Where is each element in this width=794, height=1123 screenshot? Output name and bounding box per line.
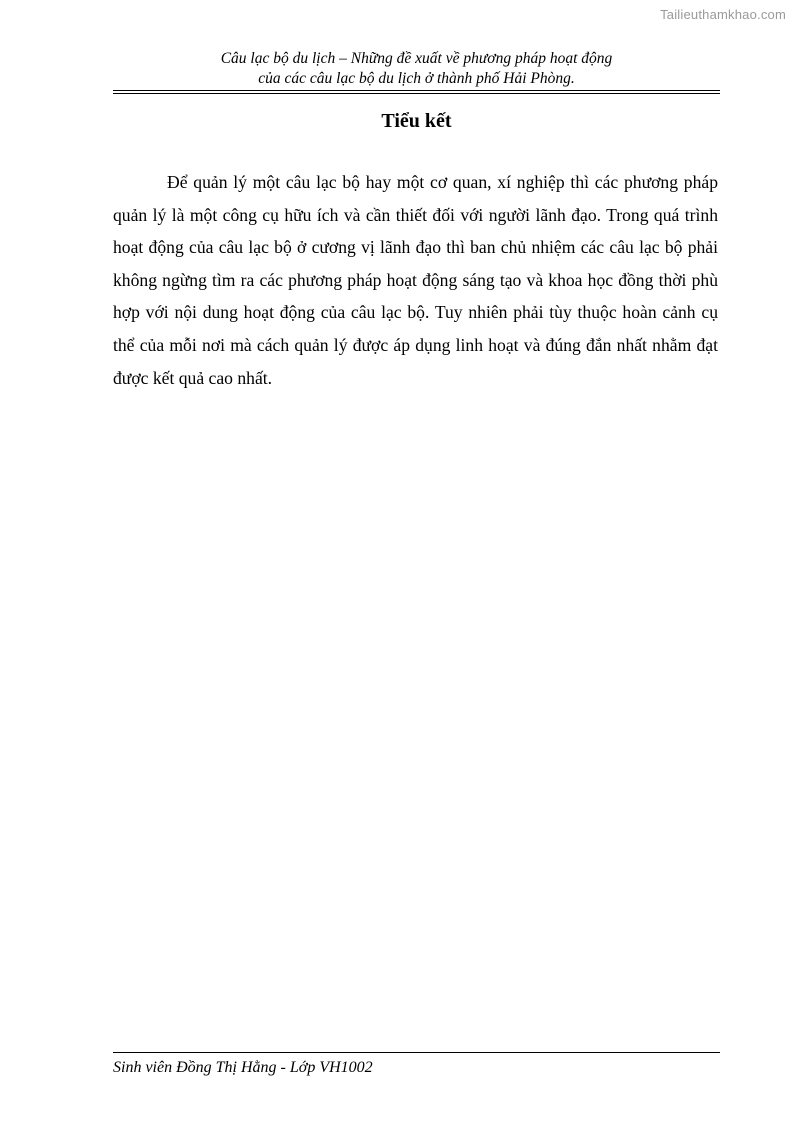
watermark: Tailieuthamkhao.com bbox=[660, 7, 786, 22]
body-paragraph: Để quản lý một câu lạc bộ hay một cơ quan, xí nghiệp thì các phương pháp quản lý là một công cụ hữu ích và cần thiết đối với người lãnh đạo. Trong quá trình hoạt động của câu lạc bộ ở cương vị lãnh đạo thì ban chủ nhiệm các câu lạc bộ phải không ngừng tìm ra các phương pháp hoạt động sáng tạo và khoa học đồng thời phù hợp với nội dung hoạt động của câu lạc bộ. Tuy nhiên phải tùy thuộc hoàn cảnh cụ thể của mỗi nơi mà cách quản lý được áp dụng linh hoạt và đúng đắn nhất nhằm đạt được kết quả cao nhất. bbox=[113, 172, 718, 388]
footer-divider bbox=[113, 1052, 720, 1053]
running-header bbox=[113, 49, 720, 89]
header-line-2: của các câu lạc bộ du lịch ở thành phố Hải Phòng. bbox=[258, 70, 575, 87]
header-divider bbox=[113, 90, 720, 94]
section-title: Tiểu kết bbox=[381, 110, 452, 132]
header-line-1: Câu lạc bộ du lịch – Những đề xuất về phương pháp hoạt động bbox=[220, 50, 613, 67]
running-footer: Sinh viên Đồng Thị Hằng - Lớp VH1002 bbox=[113, 1059, 373, 1076]
